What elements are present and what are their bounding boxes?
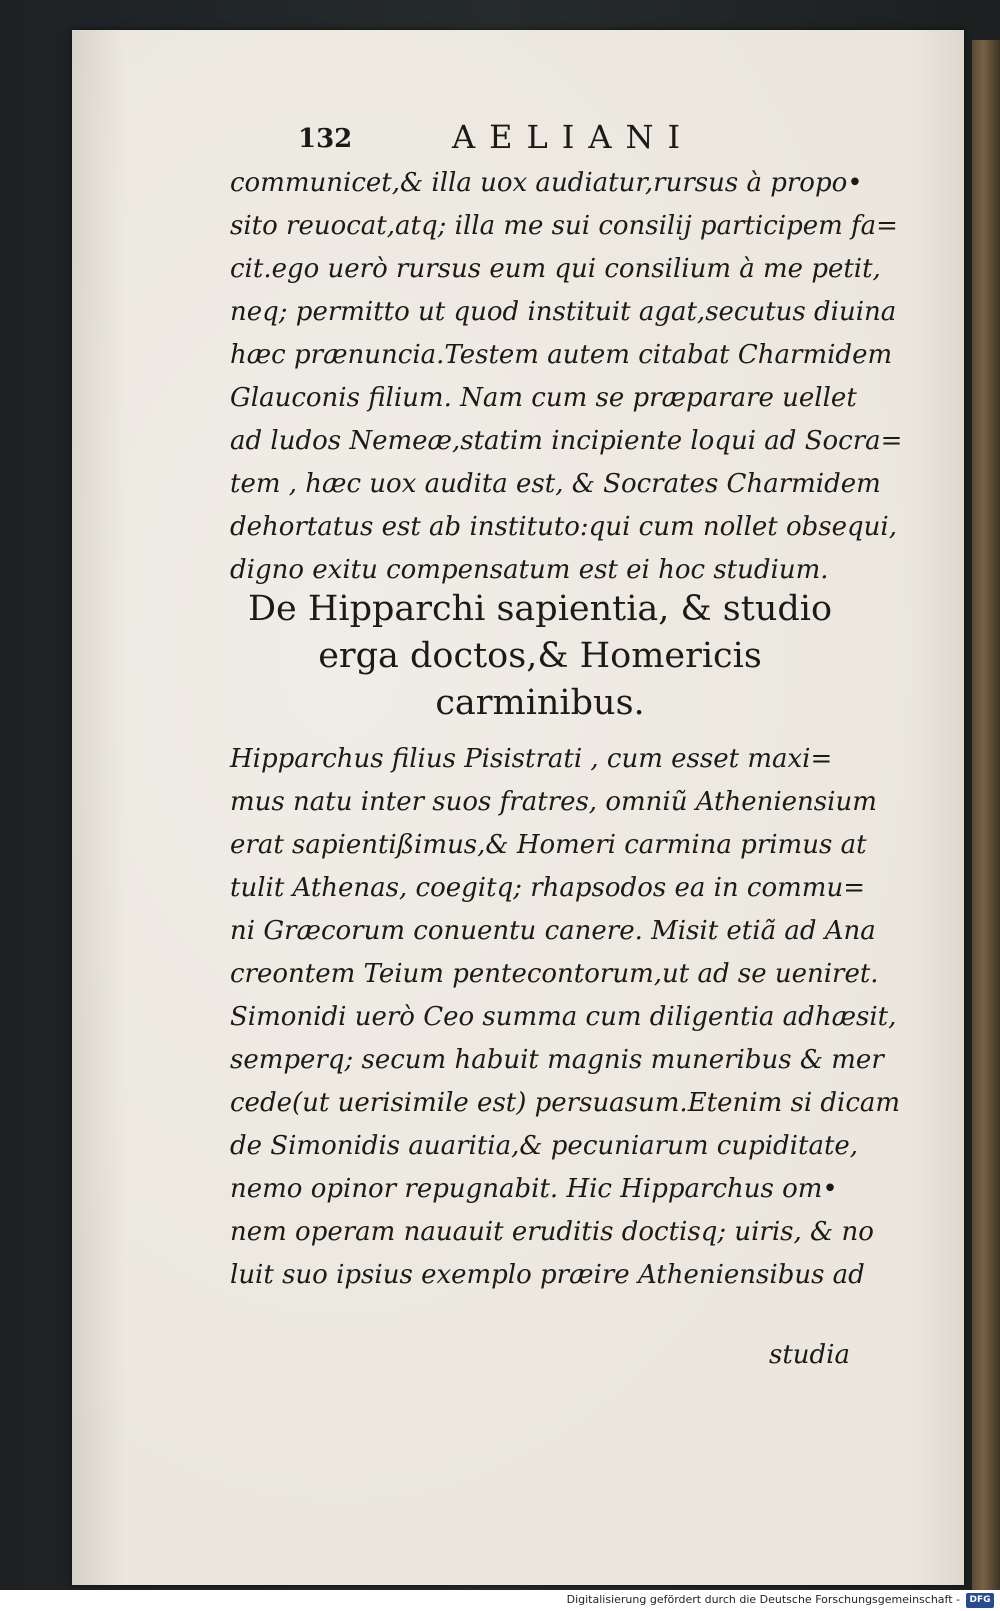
text-line: communicet,& illa uox audiatur,rursus à propo• [230,168,863,198]
text-line: Hipparchus filius Pisistrati , cum esset maxi= [230,744,833,774]
text-line: cit.ego uerò rursus eum qui consilium à me petit, [230,254,881,284]
text-line: Glauconis filium. Nam cum se præparare uellet [230,383,857,413]
text-line: hæc prænuncia.Testem autem citabat Charmidem [230,340,893,370]
text-line: cede(ut uerisimile est) persuasum.Etenim si dicam [230,1088,901,1118]
text-line: ni Græcorum conuentu canere. Misit etiã ad Ana [230,916,876,946]
text-line: nem operam nauauit eruditis doctisq; uiris, & no [230,1217,874,1247]
text-line: mus natu inter suos fratres, omniũ Atheniensium [230,787,877,817]
text-line: digno exitu compensatum est ei hoc studium. [230,555,829,585]
text-line: Simonidi uerò Ceo summa cum diligentia adhæsit, [230,1002,897,1032]
heading-line: carminibus. [435,683,645,723]
page-number: 132 [298,124,353,154]
text-line: erat sapientißimus,& Homeri carmina primus at [230,830,867,860]
text-line: luit suo ipsius exemplo præire Atheniensibus ad [230,1260,865,1290]
dfg-logo-icon[interactable]: DFG [966,1593,994,1608]
text-line: ad ludos Nemeæ,statim incipiente loqui ad Socra= [230,426,903,456]
section-heading [230,586,850,727]
funding-credit: Digitalisierung gefördert durch die Deutsche Forschungsgemeinschaft - [566,1593,960,1606]
footer-bar [0,1590,1000,1611]
heading-line: erga doctos,& Homericis [318,636,762,676]
text-line: sito reuocat,atq; illa me sui consilij participem fa= [230,211,898,241]
book-edge [972,40,1000,1590]
page-header [72,118,964,158]
text-line: creontem Teium pentecontorum,ut ad se ueniret. [230,959,879,989]
text-line: tem , hæc uox audita est, & Socrates Charmidem [230,469,881,499]
text-line: neq; permitto ut quod instituit agat,secutus diuina [230,297,897,327]
paragraph-2 [230,738,901,1297]
text-line: dehortatus est ab instituto:qui cum nollet obsequi, [230,512,897,542]
catchword: studia [769,1340,850,1370]
paragraph-1 [230,162,903,592]
text-line: tulit Athenas, coegitq; rhapsodos ea in commu= [230,873,865,903]
text-line: semperq; secum habuit magnis muneribus & mer [230,1045,884,1075]
text-line: de Simonidis auaritia,& pecuniarum cupiditate, [230,1131,859,1161]
running-head: AELIANI [452,118,695,156]
heading-line: De Hipparchi sapientia, & studio [247,589,833,629]
text-line: nemo opinor repugnabit. Hic Hipparchus om• [230,1174,838,1204]
